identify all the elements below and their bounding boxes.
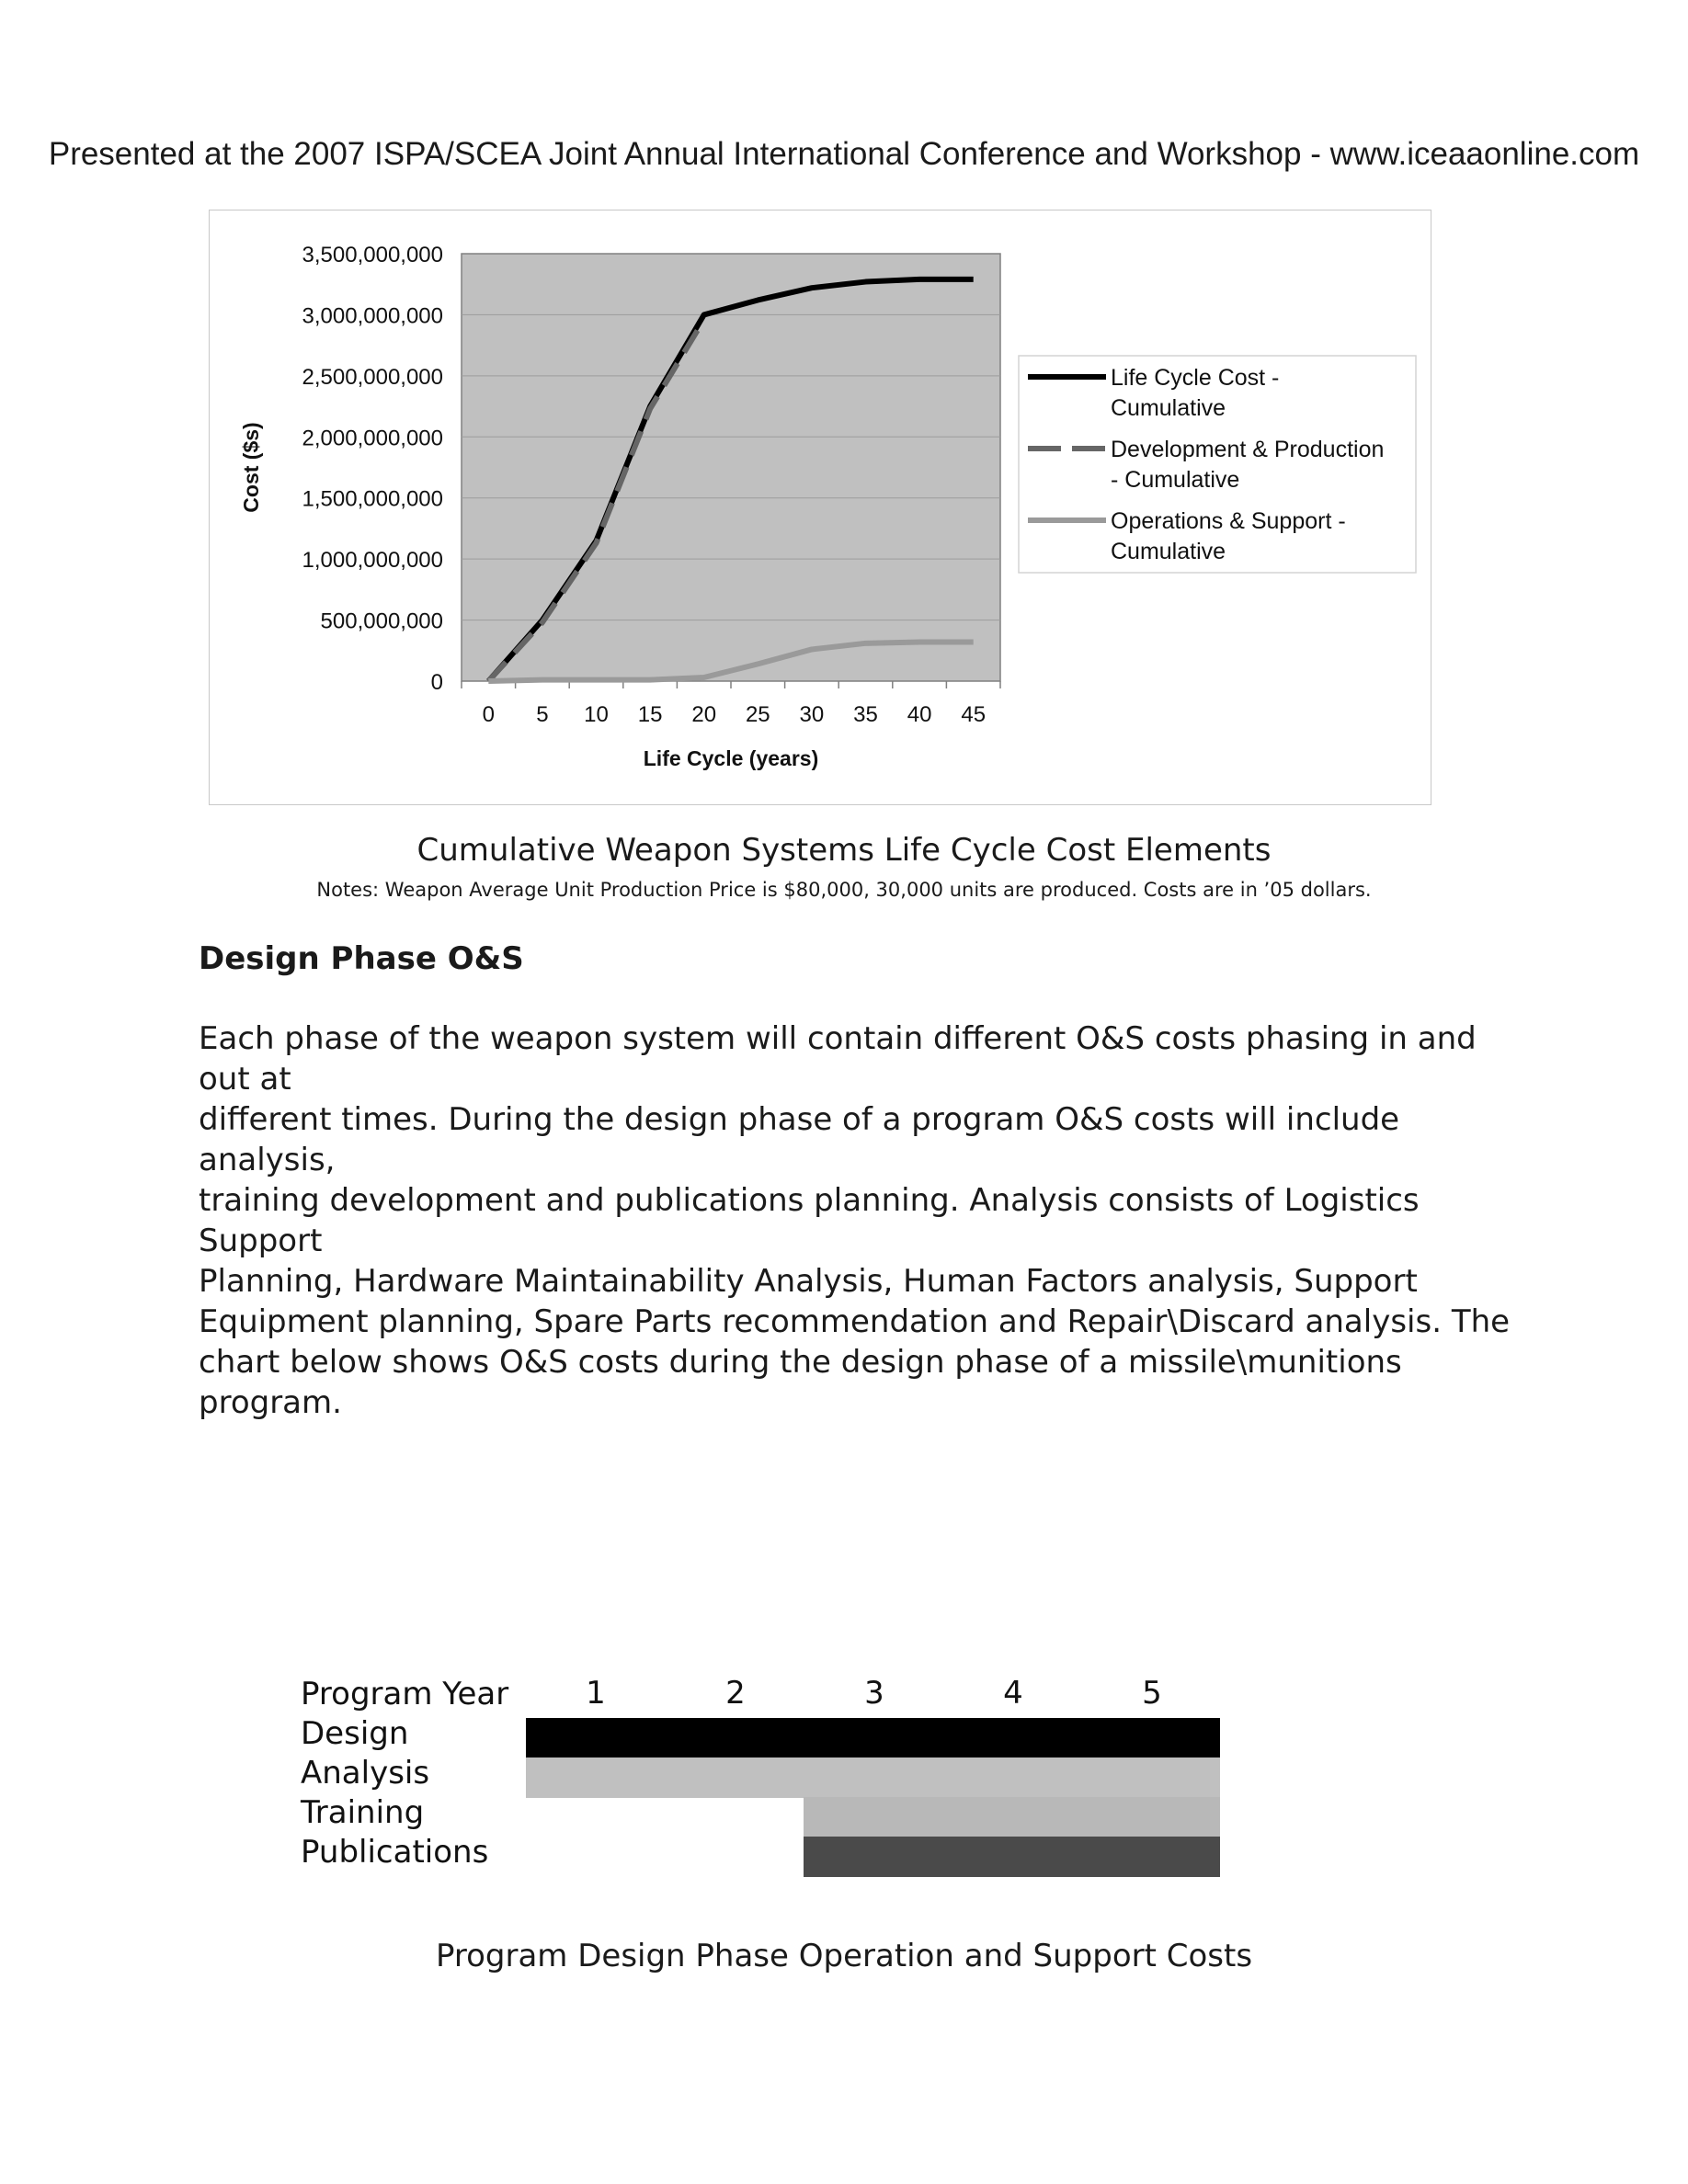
body-line: training development and publications planning. Analysis consists of Logistics Support xyxy=(199,1182,1420,1259)
line-chart-frame xyxy=(209,210,1431,805)
legend-entry: Life Cycle Cost -Cumulative xyxy=(1111,365,1280,421)
y-axis-title: Cost ($s) xyxy=(239,422,263,513)
gantt-row-analysis-label: Analysis xyxy=(301,1755,430,1792)
gantt-bar-design xyxy=(526,1718,1220,1758)
x-tick-label: 15 xyxy=(637,702,663,727)
x-tick-label: 20 xyxy=(691,702,717,727)
legend-entry: Development & Production - Cumulative xyxy=(1111,437,1385,493)
x-tick-label: 10 xyxy=(584,702,609,727)
body-line: Equipment planning, Spare Parts recommendation and Repair\Discard analysis. The xyxy=(199,1303,1511,1340)
x-tick-label: 45 xyxy=(961,702,987,727)
gantt-caption: Program Design Phase Operation and Support Costs xyxy=(435,1938,1253,1974)
y-tick-label: 0 xyxy=(430,670,443,695)
section-heading: Design Phase O&S xyxy=(199,940,524,977)
body-line: Each phase of the weapon system will contain different O&S costs phasing in and out at xyxy=(199,1020,1477,1098)
gantt-bar-training xyxy=(804,1797,1220,1837)
x-tick-label: 25 xyxy=(745,702,770,727)
body-paragraph xyxy=(199,1018,1523,1423)
legend-entry: Operations & Support -Cumulative xyxy=(1111,508,1346,564)
chart-caption: Cumulative Weapon Systems Life Cycle Cost Elements xyxy=(416,832,1272,869)
x-tick-label: 5 xyxy=(536,702,549,727)
y-tick-label: 2,000,000,000 xyxy=(302,426,443,451)
program-year-label: Program Year xyxy=(301,1676,509,1712)
chart-notes: Notes: Weapon Average Unit Production Price is $80,000, 30,000 units are produced. Costs are in ’05 dollars. xyxy=(316,879,1372,901)
y-tick-label: 2,500,000,000 xyxy=(302,364,443,390)
gantt-row-publications-label: Publications xyxy=(301,1834,489,1871)
gantt-year-1: 1 xyxy=(586,1675,606,1712)
body-line: chart below shows O&S costs during the design phase of a missile\munitions program. xyxy=(199,1344,1402,1421)
x-tick-label: 0 xyxy=(482,702,495,727)
gantt-row-design-label: Design xyxy=(301,1715,409,1752)
gantt-bar-publications xyxy=(804,1837,1220,1877)
body-line: Planning, Hardware Maintainability Analysis, Human Factors analysis, Support xyxy=(199,1263,1418,1300)
gantt-year-5: 5 xyxy=(1142,1675,1162,1712)
x-tick-label: 30 xyxy=(799,702,825,727)
gantt-year-3: 3 xyxy=(864,1675,884,1712)
y-tick-label: 3,000,000,000 xyxy=(302,303,443,329)
y-tick-label: 1,000,000,000 xyxy=(302,548,443,574)
y-tick-label: 500,000,000 xyxy=(320,609,443,634)
gantt-row-training-label: Training xyxy=(301,1794,425,1831)
gantt-year-2: 2 xyxy=(725,1675,746,1712)
page-header: Presented at the 2007 ISPA/SCEA Joint Annual International Conference and Workshop - www.iceaaonline.com xyxy=(48,136,1640,172)
x-axis-title: Life Cycle (years) xyxy=(643,746,819,770)
x-tick-label: 40 xyxy=(907,702,932,727)
x-tick-label: 35 xyxy=(853,702,878,727)
body-line: different times. During the design phase of a program O&S costs will include analysis, xyxy=(199,1101,1400,1178)
gantt-year-4: 4 xyxy=(1003,1675,1023,1712)
y-tick-label: 1,500,000,000 xyxy=(302,486,443,512)
y-tick-label: 3,500,000,000 xyxy=(302,243,443,267)
life-cycle-cost-chart xyxy=(210,210,1432,806)
gantt-bar-analysis xyxy=(526,1757,1220,1798)
